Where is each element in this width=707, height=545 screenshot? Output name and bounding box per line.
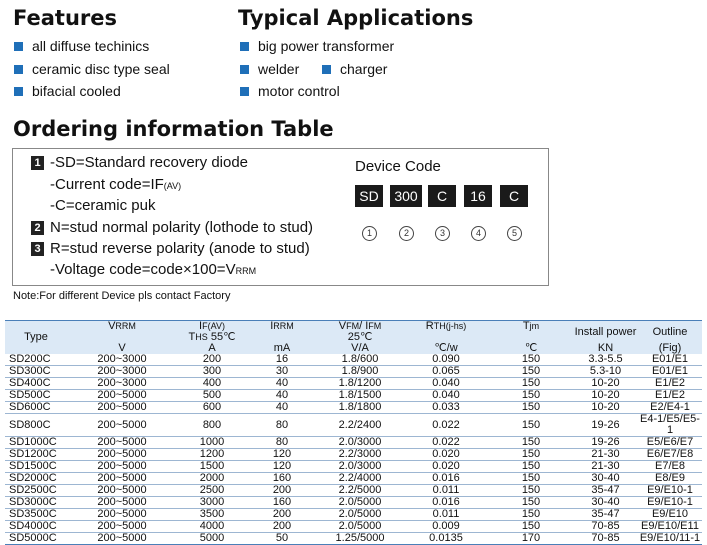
table-cell: 200~5000 bbox=[67, 402, 177, 414]
header-rth bbox=[403, 321, 489, 333]
table-cell: 200 bbox=[177, 354, 247, 366]
table-cell: 0.040 bbox=[403, 378, 489, 390]
table-cell: 40 bbox=[247, 402, 317, 414]
table-cell: 1.8/900 bbox=[317, 366, 403, 378]
order-line-1 bbox=[31, 154, 248, 171]
table-cell: E9/E10 bbox=[638, 509, 702, 521]
table-cell: 19-26 bbox=[573, 437, 638, 449]
table-cell: 1.25/5000 bbox=[317, 533, 403, 545]
table-row bbox=[5, 437, 702, 449]
table-cell: 150 bbox=[489, 461, 573, 473]
table-row bbox=[5, 485, 702, 497]
table-cell: 16 bbox=[247, 354, 317, 366]
order-line-3 bbox=[50, 197, 155, 214]
table-cell: 0.011 bbox=[403, 485, 489, 497]
table-cell: 200~5000 bbox=[67, 390, 177, 402]
table-cell: SD2000C bbox=[5, 473, 67, 485]
table-row bbox=[5, 533, 702, 545]
table-cell: SD800C bbox=[5, 414, 67, 437]
table-cell: 2500 bbox=[177, 485, 247, 497]
header-text: I bbox=[270, 320, 274, 332]
table-cell: 200~5000 bbox=[67, 533, 177, 545]
unit-fig: (Fig) bbox=[638, 343, 702, 354]
table-cell: 80 bbox=[247, 414, 317, 437]
table-cell: 30-40 bbox=[573, 473, 638, 485]
header-text: 55℃ bbox=[210, 331, 236, 343]
circled-number: 2 bbox=[399, 226, 414, 241]
table-cell: 40 bbox=[247, 378, 317, 390]
table-cell: 500 bbox=[177, 390, 247, 402]
order-text: N=stud normal polarity (lothode to stud) bbox=[50, 219, 314, 236]
table-cell: 150 bbox=[489, 414, 573, 437]
header-text: I bbox=[199, 320, 203, 332]
table-cell: E6/E7/E8 bbox=[638, 449, 702, 461]
circled-number: 4 bbox=[471, 226, 486, 241]
header-text: V bbox=[108, 320, 116, 332]
device-code-label: Device Code bbox=[355, 158, 441, 175]
table-cell: 200~5000 bbox=[67, 437, 177, 449]
table-cell: 3000 bbox=[177, 497, 247, 509]
table-cell: 160 bbox=[247, 473, 317, 485]
table-cell: E5/E6/E7 bbox=[638, 437, 702, 449]
table-cell: 21-30 bbox=[573, 461, 638, 473]
table-cell: 10-20 bbox=[573, 402, 638, 414]
table-cell: 150 bbox=[489, 473, 573, 485]
table-cell: 200~5000 bbox=[67, 485, 177, 497]
table-cell: SD600C bbox=[5, 402, 67, 414]
table-cell: 200~5000 bbox=[67, 449, 177, 461]
table-cell: 120 bbox=[247, 449, 317, 461]
table-cell: 30-40 bbox=[573, 497, 638, 509]
table-cell: 150 bbox=[489, 485, 573, 497]
unit-cw: ℃/w bbox=[403, 343, 489, 354]
unit-kn: KN bbox=[573, 343, 638, 354]
table-cell: 200~3000 bbox=[67, 366, 177, 378]
table-cell: 400 bbox=[177, 378, 247, 390]
table-cell: 0.020 bbox=[403, 461, 489, 473]
table-row bbox=[5, 509, 702, 521]
table-cell: 800 bbox=[177, 414, 247, 437]
device-code-box: 300 bbox=[390, 185, 422, 207]
application-label: charger bbox=[340, 61, 388, 77]
table-cell: E01/E1 bbox=[638, 354, 702, 366]
header-sub: FM bbox=[368, 321, 382, 331]
order-line-5 bbox=[31, 240, 310, 257]
table-cell: 5.3-10 bbox=[573, 366, 638, 378]
table-cell: 2.0/5000 bbox=[317, 509, 403, 521]
table-cell: 2.2/4000 bbox=[317, 473, 403, 485]
device-code-box: SD bbox=[355, 185, 383, 207]
table-cell: 0.020 bbox=[403, 449, 489, 461]
bullet-icon bbox=[322, 65, 331, 74]
table-cell: 170 bbox=[489, 533, 573, 545]
table-cell: 200~5000 bbox=[67, 414, 177, 437]
table-cell: 0.0135 bbox=[403, 533, 489, 545]
table-cell: 200~5000 bbox=[67, 509, 177, 521]
header-25c: 25℃ bbox=[317, 332, 403, 343]
bullet-icon bbox=[14, 65, 23, 74]
table-cell: E4-1/E5/E5-1 bbox=[638, 414, 702, 437]
table-cell: 40 bbox=[247, 390, 317, 402]
table-cell: 150 bbox=[489, 354, 573, 366]
order-text: -SD=Standard recovery diode bbox=[50, 154, 249, 171]
table-row bbox=[5, 473, 702, 485]
device-code-box: 16 bbox=[464, 185, 492, 207]
application-label: welder bbox=[258, 61, 300, 77]
table-cell: 200 bbox=[247, 521, 317, 533]
order-text: -Current code=IF bbox=[50, 176, 164, 193]
table-cell: 3.3-5.5 bbox=[573, 354, 638, 366]
table-cell: 1200 bbox=[177, 449, 247, 461]
table-cell: E8/E9 bbox=[638, 473, 702, 485]
table-cell: 2000 bbox=[177, 473, 247, 485]
table-cell: 300 bbox=[177, 366, 247, 378]
table-cell: 2.2/3000 bbox=[317, 449, 403, 461]
table-cell: 2.0/3000 bbox=[317, 437, 403, 449]
table-cell: 150 bbox=[489, 390, 573, 402]
circled-number: 5 bbox=[507, 226, 522, 241]
table-cell: 0.022 bbox=[403, 414, 489, 437]
table-cell: SD3500C bbox=[5, 509, 67, 521]
table-cell: 30 bbox=[247, 366, 317, 378]
table-cell: SD1200C bbox=[5, 449, 67, 461]
table-cell: 1.8/1500 bbox=[317, 390, 403, 402]
feature-label: all diffuse techinics bbox=[32, 38, 150, 54]
table-cell: 5000 bbox=[177, 533, 247, 545]
table-cell: 200~5000 bbox=[67, 473, 177, 485]
table-cell: 70-85 bbox=[573, 533, 638, 545]
applications-title: Typical Applications bbox=[238, 6, 474, 30]
header-sub: jm bbox=[529, 321, 540, 331]
table-row bbox=[5, 414, 702, 437]
table-cell: 120 bbox=[247, 461, 317, 473]
header-sub: F(AV) bbox=[202, 321, 225, 331]
header-sub: HS bbox=[195, 332, 208, 342]
table-cell: 10-20 bbox=[573, 390, 638, 402]
note-text: Note:For different Device pls contact Factory bbox=[13, 290, 231, 302]
header-text: V bbox=[338, 320, 347, 332]
table-cell: E2/E4-1 bbox=[638, 402, 702, 414]
table-cell: E7/E8 bbox=[638, 461, 702, 473]
header-install: Install power bbox=[573, 321, 638, 344]
table-cell: 150 bbox=[489, 366, 573, 378]
application-item bbox=[240, 83, 340, 99]
header-tjm bbox=[489, 321, 573, 333]
header-outline: Outline bbox=[638, 321, 702, 344]
table-cell: 21-30 bbox=[573, 449, 638, 461]
table-cell: 0.040 bbox=[403, 390, 489, 402]
table-cell: 2.0/3000 bbox=[317, 461, 403, 473]
table-cell: 200~5000 bbox=[67, 461, 177, 473]
feature-item bbox=[14, 38, 149, 54]
table-cell: 0.016 bbox=[403, 497, 489, 509]
table-cell: E1/E2 bbox=[638, 378, 702, 390]
table-cell: 200 bbox=[247, 509, 317, 521]
bullet-icon bbox=[240, 65, 249, 74]
unit-c: ℃ bbox=[489, 343, 573, 354]
table-cell: 0.016 bbox=[403, 473, 489, 485]
table-cell: 2.2/2400 bbox=[317, 414, 403, 437]
table-cell: 600 bbox=[177, 402, 247, 414]
table-row bbox=[5, 378, 702, 390]
header-type: Type bbox=[5, 321, 67, 355]
order-line-4 bbox=[31, 219, 313, 236]
table-cell: 35-47 bbox=[573, 509, 638, 521]
table-cell: 1.8/1200 bbox=[317, 378, 403, 390]
table-row bbox=[5, 497, 702, 509]
bullet-icon bbox=[240, 87, 249, 96]
table-cell: SD500C bbox=[5, 390, 67, 402]
header-text: T bbox=[188, 331, 196, 343]
table-cell: 0.033 bbox=[403, 402, 489, 414]
table-cell: 4000 bbox=[177, 521, 247, 533]
application-label: motor control bbox=[258, 83, 340, 99]
table-cell: 160 bbox=[247, 497, 317, 509]
application-item bbox=[322, 61, 387, 77]
order-text: -Voltage code=code×100=V bbox=[50, 261, 236, 278]
table-cell: E9/E10/E11 bbox=[638, 521, 702, 533]
table-cell: SD2500C bbox=[5, 485, 67, 497]
order-subscript: (AV) bbox=[163, 181, 182, 191]
table-cell: SD1500C bbox=[5, 461, 67, 473]
feature-item bbox=[14, 61, 170, 77]
table-cell: 150 bbox=[489, 497, 573, 509]
table-cell: 150 bbox=[489, 509, 573, 521]
table-cell: 0.009 bbox=[403, 521, 489, 533]
unit-a: A bbox=[177, 343, 247, 354]
table-cell: 150 bbox=[489, 437, 573, 449]
table-cell: 10-20 bbox=[573, 378, 638, 390]
header-sub: RRM bbox=[115, 321, 136, 331]
circled-number: 3 bbox=[435, 226, 450, 241]
table-cell: 150 bbox=[489, 449, 573, 461]
header-text: T bbox=[522, 320, 530, 332]
unit-va: V/A bbox=[317, 343, 403, 354]
bullet-icon bbox=[240, 42, 249, 51]
order-line-6 bbox=[50, 261, 256, 278]
table-cell: E1/E2 bbox=[638, 390, 702, 402]
table-cell: 200~3000 bbox=[67, 378, 177, 390]
table-cell: 2.2/5000 bbox=[317, 485, 403, 497]
table-cell: 150 bbox=[489, 402, 573, 414]
table-cell: E01/E1 bbox=[638, 366, 702, 378]
feature-item bbox=[14, 83, 121, 99]
table-cell: SD200C bbox=[5, 354, 67, 366]
bullet-icon bbox=[14, 87, 23, 96]
features-title: Features bbox=[13, 6, 117, 30]
application-item bbox=[240, 38, 394, 54]
table-cell: E9/E10-1 bbox=[638, 485, 702, 497]
table-row bbox=[5, 461, 702, 473]
header-sub: RRM bbox=[273, 321, 294, 331]
table-cell: SD300C bbox=[5, 366, 67, 378]
device-code-box: C bbox=[500, 185, 528, 207]
table-cell: 200~5000 bbox=[67, 521, 177, 533]
table-cell: 150 bbox=[489, 521, 573, 533]
header-sub: TH(j-hs) bbox=[433, 321, 467, 331]
table-row bbox=[5, 390, 702, 402]
spec-table bbox=[5, 320, 702, 545]
number-badge-3: 3 bbox=[31, 242, 44, 256]
table-cell: 0.011 bbox=[403, 509, 489, 521]
table-cell: 19-26 bbox=[573, 414, 638, 437]
header-text: R bbox=[425, 320, 434, 332]
table-cell: 0.065 bbox=[403, 366, 489, 378]
table-cell: SD4000C bbox=[5, 521, 67, 533]
number-badge-1: 1 bbox=[31, 156, 44, 170]
table-cell: SD1000C bbox=[5, 437, 67, 449]
table-cell: 70-85 bbox=[573, 521, 638, 533]
header-text: / I bbox=[359, 320, 369, 332]
order-line-2 bbox=[50, 176, 181, 193]
unit-ma: mA bbox=[247, 343, 317, 354]
application-label: big power transformer bbox=[258, 38, 395, 54]
device-code-box: C bbox=[428, 185, 456, 207]
table-row bbox=[5, 521, 702, 533]
table-cell: 1.8/1800 bbox=[317, 402, 403, 414]
header-vrrm bbox=[67, 321, 177, 333]
feature-label: ceramic disc type seal bbox=[32, 61, 170, 77]
bullet-icon bbox=[14, 42, 23, 51]
number-badge-2: 2 bbox=[31, 221, 44, 235]
circled-number: 1 bbox=[362, 226, 377, 241]
table-cell: SD5000C bbox=[5, 533, 67, 545]
table-cell: 50 bbox=[247, 533, 317, 545]
table-cell: 200~3000 bbox=[67, 354, 177, 366]
table-cell: 1.8/600 bbox=[317, 354, 403, 366]
table-cell: E9/E10/11-1 bbox=[639, 532, 701, 544]
header-irrm bbox=[247, 321, 317, 333]
table-row bbox=[5, 449, 702, 461]
table-cell: 1500 bbox=[177, 461, 247, 473]
table-cell: 1000 bbox=[177, 437, 247, 449]
table-cell: 2.0/5000 bbox=[317, 521, 403, 533]
unit-v: V bbox=[67, 343, 177, 354]
table-row bbox=[5, 402, 702, 414]
table-cell: 0.090 bbox=[403, 354, 489, 366]
table-cell: 3500 bbox=[177, 509, 247, 521]
table-cell: 2.0/5000 bbox=[317, 497, 403, 509]
table-cell: 80 bbox=[247, 437, 317, 449]
table-row bbox=[5, 354, 702, 366]
table-cell: 0.022 bbox=[403, 437, 489, 449]
ordering-title: Ordering information Table bbox=[13, 117, 334, 141]
table-cell: SD400C bbox=[5, 378, 67, 390]
application-item bbox=[240, 61, 299, 77]
table-cell: 200 bbox=[247, 485, 317, 497]
table-cell: 35-47 bbox=[573, 485, 638, 497]
table-cell: 200~5000 bbox=[67, 497, 177, 509]
order-text: -C=ceramic puk bbox=[50, 197, 156, 214]
table-cell: 150 bbox=[489, 378, 573, 390]
order-subscript: RRM bbox=[235, 266, 257, 276]
table-cell: SD3000C bbox=[5, 497, 67, 509]
feature-label: bifacial cooled bbox=[32, 83, 121, 99]
table-row bbox=[5, 366, 702, 378]
order-text: R=stud reverse polarity (anode to stud) bbox=[50, 240, 310, 257]
header-sub: FM bbox=[346, 321, 360, 331]
table-cell: E9/E10-1 bbox=[638, 497, 702, 509]
